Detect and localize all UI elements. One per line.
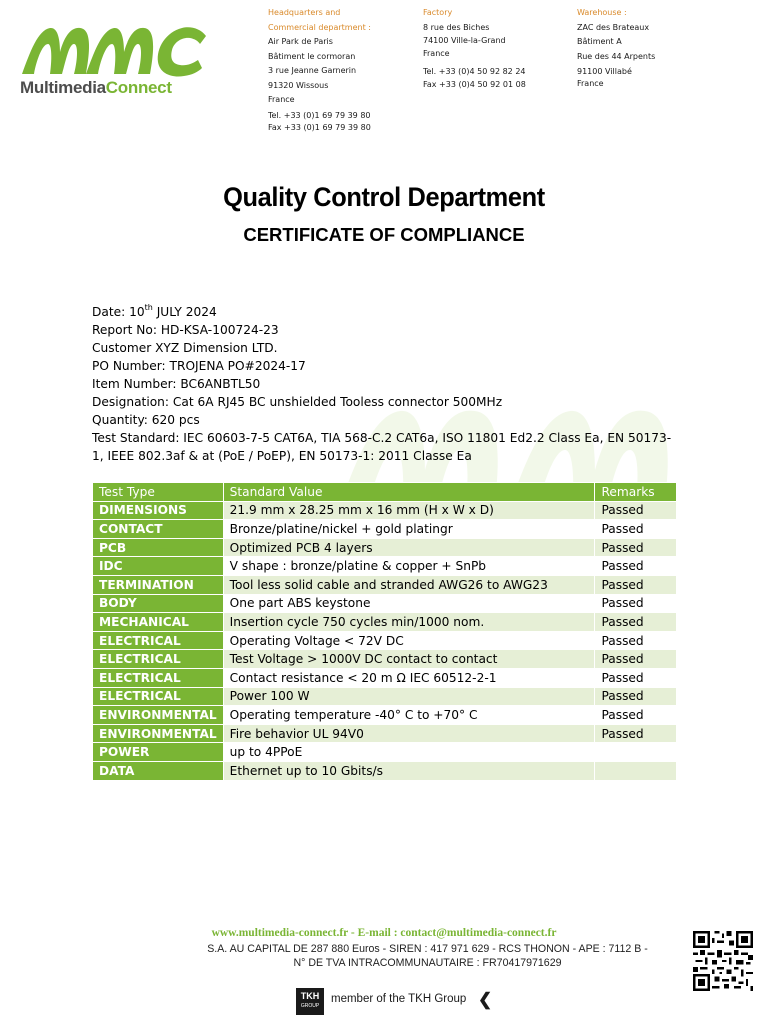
- tkh-logo-subtext: GROUP: [300, 1003, 320, 1009]
- hq-line: Air Park de Paris: [268, 37, 333, 46]
- warehouse-heading: Warehouse :: [577, 8, 627, 17]
- cell-standard-value: Test Voltage > 1000V DC contact to contact: [223, 650, 595, 669]
- po-number: PO Number: TROJENA PO#2024-17: [92, 359, 306, 373]
- cell-remarks: Passed: [595, 594, 677, 613]
- cell-standard-value: 21.9 mm x 28.25 mm x 16 mm (H x W x D): [223, 501, 595, 520]
- cell-test-type: DATA: [93, 761, 224, 780]
- cell-standard-value: Insertion cycle 750 cycles min/1000 nom.: [223, 613, 595, 632]
- table-header-row: [93, 483, 677, 502]
- table-row: [93, 687, 677, 706]
- mmc-logo-mark: [20, 22, 210, 80]
- warehouse-line: Bâtiment A: [577, 37, 622, 46]
- table-row: [93, 501, 677, 520]
- tkh-member-text: member of the TKH Group: [331, 993, 467, 1005]
- date-line: [92, 303, 692, 321]
- cell-remarks: Passed: [595, 724, 677, 743]
- cell-standard-value: up to 4PPoE: [223, 743, 595, 762]
- table-row: [93, 538, 677, 557]
- cell-standard-value: Ethernet up to 10 Gbits/s: [223, 761, 595, 780]
- chevron-left-icon: ❮: [478, 990, 493, 1009]
- footer-legal-line2: N° DE TVA INTRACOMMUNAUTAIRE : FR70417971629: [293, 957, 562, 969]
- company-logo: [20, 22, 210, 100]
- customer: Customer XYZ Dimension LTD.: [92, 341, 278, 355]
- cell-standard-value: V shape : bronze/platine & copper + SnPb: [223, 557, 595, 576]
- logo-wordmark: [20, 78, 172, 98]
- cell-test-type: MECHANICAL: [93, 613, 224, 632]
- cell-test-type: BODY: [93, 594, 224, 613]
- factory-line: 8 rue des Biches: [423, 22, 490, 32]
- warehouse-line: 91100 Villabé: [577, 67, 632, 76]
- tkh-group-logo: [296, 988, 324, 1015]
- cell-remarks: Passed: [595, 575, 677, 594]
- table-row: [93, 724, 677, 743]
- date-month-year: JULY 2024: [152, 305, 217, 319]
- cell-remarks: Passed: [595, 706, 677, 725]
- date-text: Date: 10: [92, 305, 145, 319]
- compliance-table: [92, 482, 677, 781]
- cell-remarks: Passed: [595, 538, 677, 557]
- date-ordinal: th: [144, 303, 153, 312]
- hq-tel: Tel. +33 (0)1 69 79 39 80: [268, 110, 371, 120]
- hq-line: Bâtiment le cormoran: [268, 51, 356, 61]
- cell-remarks: Passed: [595, 557, 677, 576]
- certificate-info: [92, 303, 692, 465]
- cell-test-type: ENVIRONMENTAL: [93, 724, 224, 743]
- cell-standard-value: Bronze/platine/nickel + gold platingr: [223, 520, 595, 539]
- cell-standard-value: Operating Voltage < 72V DC: [223, 631, 595, 650]
- cell-test-type: POWER: [93, 743, 224, 762]
- factory-heading: Factory: [423, 8, 453, 17]
- factory-tel: Tel. +33 (0)4 50 92 82 24: [423, 66, 526, 76]
- table-row: [93, 594, 677, 613]
- hq-heading-line1: Headquarters and: [268, 8, 341, 17]
- test-standard-line2: 1, IEEE 802.3af & at (PoE / PoEP), EN 50173-1: 2011 Classe Ea: [92, 449, 472, 463]
- cell-standard-value: One part ABS keystone: [223, 594, 595, 613]
- cell-remarks: [595, 743, 677, 762]
- cell-standard-value: Tool less solid cable and stranded AWG26 to AWG23: [223, 575, 595, 594]
- cell-test-type: ELECTRICAL: [93, 631, 224, 650]
- page-title: Quality Control Department: [223, 182, 545, 212]
- cell-remarks: [595, 761, 677, 780]
- page-subtitle: CERTIFICATE OF COMPLIANCE: [243, 224, 525, 245]
- qr-code-icon: [693, 931, 753, 991]
- table-row: [93, 613, 677, 632]
- table-row: [93, 631, 677, 650]
- warehouse-address-block: [577, 6, 707, 90]
- table-row: [93, 575, 677, 594]
- table-row: [93, 520, 677, 539]
- cell-test-type: DIMENSIONS: [93, 501, 224, 520]
- cell-standard-value: Operating temperature -40° C to +70° C: [223, 706, 595, 725]
- table-row: [93, 668, 677, 687]
- footer-website-email: www.multimedia-connect.fr - E-mail : contact@multimedia-connect.fr: [211, 927, 557, 939]
- hq-heading-line2: Commercial department :: [268, 22, 371, 32]
- cell-remarks: Passed: [595, 650, 677, 669]
- table-row: [93, 650, 677, 669]
- header-standard-value: Standard Value: [223, 483, 595, 502]
- cell-remarks: Passed: [595, 631, 677, 650]
- table-row: [93, 761, 677, 780]
- hq-address-block: [268, 6, 408, 134]
- warehouse-line: Rue des 44 Arpents: [577, 51, 656, 61]
- warehouse-line: France: [577, 79, 604, 88]
- cell-test-type: ELECTRICAL: [93, 687, 224, 706]
- table-row: [93, 743, 677, 762]
- cell-test-type: ELECTRICAL: [93, 650, 224, 669]
- footer-legal-line1: S.A. AU CAPITAL DE 287 880 Euros - SIREN : 417 971 629 - RCS THONON - APE : 7112 B -: [207, 943, 648, 955]
- cell-test-type: IDC: [93, 557, 224, 576]
- item-number: Item Number: BC6ANBTL50: [92, 377, 261, 391]
- table-row: [93, 557, 677, 576]
- cell-test-type: ELECTRICAL: [93, 668, 224, 687]
- cell-remarks: Passed: [595, 613, 677, 632]
- test-standard-line1: Test Standard: IEC 60603-7-5 CAT6A, TIA 568-C.2 CAT6a, ISO 11801 Ed2.2 Class Ea, EN 50173-: [92, 431, 672, 445]
- designation: Designation: Cat 6A RJ45 BC unshielded Tooless connector 500MHz: [92, 395, 503, 409]
- tkh-logo-text: TKH: [300, 991, 320, 1001]
- header-test-type: Test Type: [93, 483, 224, 502]
- warehouse-line: ZAC des Brateaux: [577, 22, 650, 32]
- factory-address-block: [423, 6, 553, 91]
- factory-line: France: [423, 48, 450, 58]
- cell-test-type: ENVIRONMENTAL: [93, 706, 224, 725]
- logo-word-connect: Connect: [105, 78, 172, 97]
- factory-fax: Fax +33 (0)4 50 92 01 08: [423, 79, 526, 89]
- cell-standard-value: Fire behavior UL 94V0: [223, 724, 595, 743]
- cell-standard-value: Power 100 W: [223, 687, 595, 706]
- hq-line: 3 rue Jeanne Garnerin: [268, 66, 357, 75]
- cell-test-type: CONTACT: [93, 520, 224, 539]
- table-row: [93, 706, 677, 725]
- cell-standard-value: Contact resistance < 20 m Ω IEC 60512-2-1: [223, 668, 595, 687]
- factory-line: 74100 Ville-la-Grand: [423, 35, 506, 45]
- quantity: Quantity: 620 pcs: [92, 413, 200, 427]
- cell-test-type: PCB: [93, 538, 224, 557]
- cell-remarks: Passed: [595, 687, 677, 706]
- cell-standard-value: Optimized PCB 4 layers: [223, 538, 595, 557]
- cell-remarks: Passed: [595, 520, 677, 539]
- hq-line: 91320 Wissous: [268, 80, 329, 90]
- cell-remarks: Passed: [595, 501, 677, 520]
- report-number: Report No: HD-KSA-100724-23: [92, 323, 279, 337]
- cell-test-type: TERMINATION: [93, 575, 224, 594]
- hq-line: France: [268, 95, 295, 104]
- hq-fax: Fax +33 (0)1 69 79 39 80: [268, 122, 371, 132]
- cell-remarks: Passed: [595, 668, 677, 687]
- footer-legal: [180, 942, 675, 970]
- logo-word-multimedia: Multimedia: [20, 78, 106, 97]
- header-remarks: Remarks: [595, 483, 677, 502]
